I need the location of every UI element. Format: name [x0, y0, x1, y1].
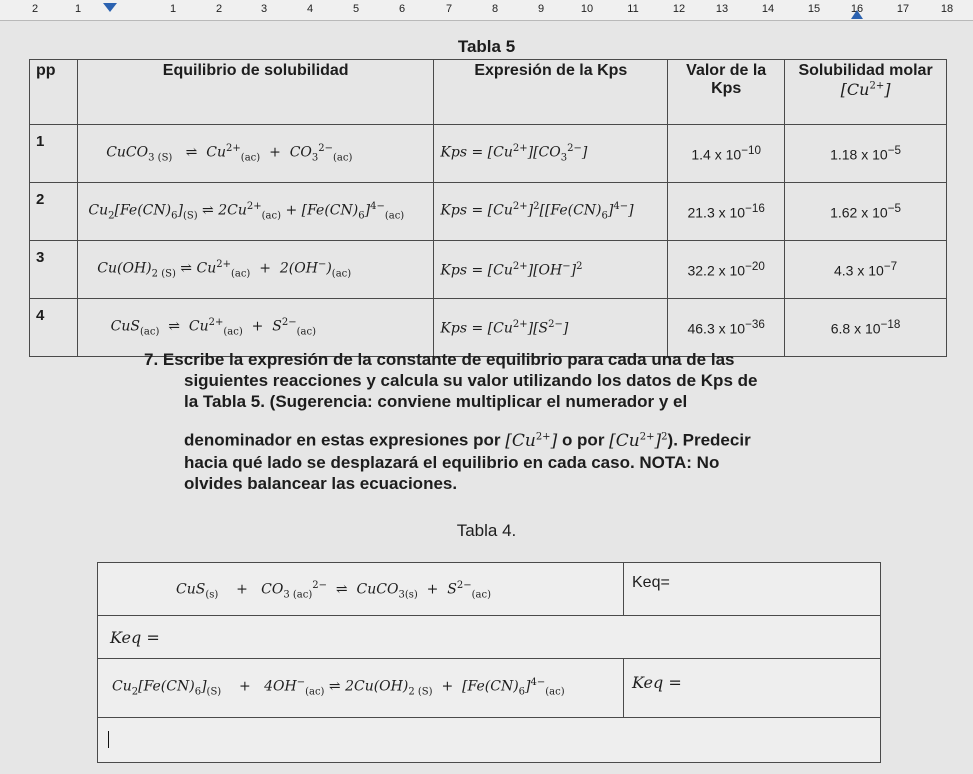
header-solubilidad-label: Solubilidad molar — [798, 62, 933, 79]
ruler-label: 13 — [715, 3, 729, 15]
cell-kps: 46.3 x $10^{-36}$ — [668, 299, 785, 357]
ruler-label: 18 — [940, 3, 954, 15]
ruler-label: 7 — [445, 3, 453, 15]
header-expresion: Expresión de la Kps — [434, 60, 668, 125]
cell-pp: 2 — [30, 183, 78, 241]
indent-marker-icon[interactable] — [103, 3, 117, 12]
header-pp: pp — [30, 60, 78, 125]
instruction-line: siguientes reacciones y calcula su valor utilizando los datos de Kps de — [184, 371, 758, 390]
ruler-label: 17 — [896, 3, 910, 15]
header-solubilidad: Solubilidad molar $[Cu^{2+}]$ — [785, 60, 947, 125]
ruler-label: 3 — [260, 3, 268, 15]
ruler[interactable] — [0, 0, 973, 21]
cell-equilibrio: CuS$_{(ac)}$ ⇌ $Cu^{2+}_{(ac)} + S^{2-}_{(ac)}$ — [77, 299, 433, 357]
cell-pp: 1 — [30, 125, 78, 183]
cell-solubilidad: 1.18 x $10^{-5}$ — [785, 125, 947, 183]
reaction-2: $Cu_2[Fe(CN)_6]_{(S)}$ + $4OH^-_{(ac)}$ ⇌ $2Cu(OH)_{2 (S)} + [Fe(CN)_6]^{4-}_{(ac)}$ — [112, 677, 565, 698]
table-row — [30, 125, 947, 183]
keq-label: Keq= — [632, 574, 670, 591]
table5-caption: Tabla 5 — [457, 37, 516, 56]
cell-kps: 1.4 x $10^{-10}$ — [668, 125, 785, 183]
table4-edit-row[interactable] — [98, 718, 880, 761]
instruction-line: 7. Escribe la expresión de la constante de equilibrio para cada una de las — [144, 350, 735, 369]
ruler-label: 16 — [850, 3, 864, 15]
ruler-label: 4 — [306, 3, 314, 15]
ruler-label: 6 — [398, 3, 406, 15]
ruler-label: 1 — [169, 3, 177, 15]
ruler-label: 8 — [491, 3, 499, 15]
keq-label: Keq = — [632, 673, 682, 692]
header-equilibrio: Equilibrio de solubilidad — [77, 60, 433, 125]
ruler-label: 14 — [761, 3, 775, 15]
divider — [623, 659, 624, 717]
cell-equilibrio: CuCO$_{3 (S)}$ ⇌ $Cu^{2+}_{(ac)} + CO_3^{2-}_{(ac)}$ — [77, 125, 433, 183]
instruction-line: olvides balancear las ecuaciones. — [184, 473, 458, 493]
ruler-label: 9 — [537, 3, 545, 15]
cell-kps: 32.2 x $10^{-20}$ — [668, 241, 785, 299]
ruler-label: 2 — [31, 3, 39, 15]
cell-pp: 3 — [30, 241, 78, 299]
cell-expresion: Kps = $[Cu^{2+}][CO_3^{2-}]$ — [434, 125, 668, 183]
cell-expresion: Kps = $[Cu^{2+}]^2[[Fe(CN)_6]^{4-}]$ — [434, 183, 668, 241]
table-header-row — [30, 60, 947, 125]
table-row — [30, 241, 947, 299]
ruler-label: 15 — [807, 3, 821, 15]
instruction-paragraph[interactable] — [144, 349, 854, 494]
header-valor-kps: Valor de la Kps — [668, 60, 785, 125]
ruler-label: 5 — [352, 3, 360, 15]
cell-equilibrio: $Cu(OH)_{2 (S)}$ ⇌ $Cu^{2+}_{(ac)} + 2(OH^-)_{(ac)}$ — [77, 241, 433, 299]
instruction-line: denominador en estas expresiones por $[Cu^{2+}]$ o por $[Cu^{2+}]^2$). Predecir — [184, 430, 751, 451]
instruction-line: la Tabla 5. (Sugerencia: conviene multiplicar el numerador y el — [184, 392, 688, 411]
ruler-label: 10 — [580, 3, 594, 15]
text-cursor — [108, 731, 109, 748]
document-page[interactable] — [0, 21, 973, 774]
ruler-label: 12 — [672, 3, 686, 15]
cell-solubilidad: 6.8 x $10^{-18}$ — [785, 299, 947, 357]
table-row — [30, 183, 947, 241]
ruler-label: 11 — [627, 3, 639, 15]
cell-expresion: Kps = $[Cu^{2+}][S^{2-}]$ — [434, 299, 668, 357]
ruler-label: 2 — [215, 3, 223, 15]
cell-kps: 21.3 x $10^{-16}$ — [668, 183, 785, 241]
table-row — [30, 299, 947, 357]
cell-solubilidad: 4.3 x $10^{-7}$ — [785, 241, 947, 299]
cell-expresion: Kps = $[Cu^{2+}][OH^-]^2$ — [434, 241, 668, 299]
table4-caption: Tabla 4. — [456, 521, 517, 540]
table4[interactable] — [97, 562, 881, 763]
cell-pp: 4 — [30, 299, 78, 357]
ruler-label: 1 — [74, 3, 82, 15]
reaction-1: CuS$_{(s)}$ + $CO_{3 (ac)}^{2-}$ ⇌ CuCO$_{3(s)}$ + $S^{2-}_{(ac)}$ — [176, 580, 492, 601]
table5 — [29, 59, 947, 357]
cell-equilibrio: $Cu_2[Fe(CN)_6]_{(S)}$ ⇌ $2Cu^{2+}_{(ac)} + [Fe(CN)_6]^{4-}_{(ac)}$ — [77, 183, 433, 241]
keq-label: Keq = — [110, 628, 160, 647]
divider — [623, 563, 624, 615]
table4-row[interactable] — [98, 616, 880, 659]
instruction-line: hacia qué lado se desplazará el equilibrio en cada caso. NOTA: No — [184, 452, 720, 472]
table4-row — [98, 659, 880, 718]
table4-row — [98, 563, 880, 616]
cell-solubilidad: 1.62 x $10^{-5}$ — [785, 183, 947, 241]
